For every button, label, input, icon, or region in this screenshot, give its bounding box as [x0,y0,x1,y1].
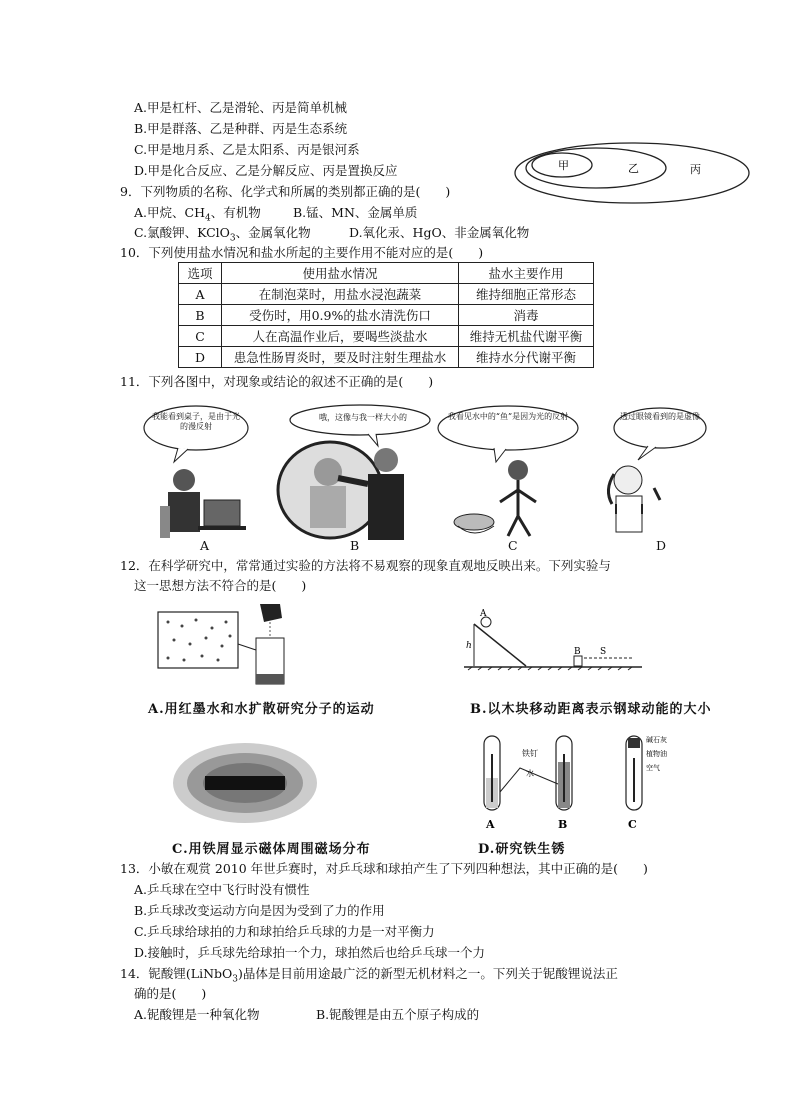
q9-option-a: A.甲烷、$CH_4$、有机物 [134,205,261,224]
q12-figure-diffusion [156,604,296,694]
q13-stem: 13．小敏在观赏 2010 年世乒赛时，对乒乓球和球拍产生了下列四种想法，其中正确的是( ) [120,861,648,876]
q14-stem-line2: 确的是( ) [134,986,207,1001]
q11-cartoon-a [140,400,270,550]
tube-label-a: A [486,818,495,831]
q8-option-c: C.甲是地月系、乙是太阳系、丙是银河系 [134,142,360,157]
ramp-label-h: h [466,641,472,651]
header-cell: 使用盐水情况 [222,263,459,284]
table-cell: 维持水分代谢平衡 [459,347,594,368]
q13-option-a: A.乒乓球在空中飞行时没有惯性 [134,882,310,897]
q14-option-a: A.铌酸锂是一种氧化物 [134,1007,260,1022]
q12-stem-line1: 12．在科学研究中，常常通过实验的方法将不易观察的现象直观地反映出来。下列实验与 [120,558,611,573]
tube-label-b: B [558,818,568,831]
ramp-label-s: S [600,647,607,657]
label-bing: 丙 [690,163,701,176]
header-cell: 选项 [179,263,222,284]
bubble-a-text: 我能看到桌子，是由于光的漫反射 [152,412,240,431]
label-air: 空气 [646,764,660,772]
q12-stem-line2: 这一思想方法不符合的是( ) [134,578,307,593]
q8-option-d: D.甲是化合反应、乙是分解反应、丙是置换反应 [134,163,398,178]
q14-stem-line1: 14．铌酸锂(LiNbO$_3$)晶体是目前用途最广泛的新型无机材料之一。下列关于铌酸锂说法正 [120,966,618,985]
q12-figure-ramp [464,609,644,682]
table-cell: 在制泡菜时，用盐水浸泡蔬菜 [222,284,459,305]
table-cell: 维持细胞正常形态 [459,284,594,305]
q10-stem: 10．下列使用盐水情况和盐水所起的主要作用不能对应的是( ) [120,245,484,260]
q9-option-b: B.锰、MN、金属单质 [293,205,418,220]
table-cell: 人在高温作业后，要喝些淡盐水 [222,326,459,347]
label-soda-lime: 碱石灰 [646,736,667,744]
q12-caption-b: B.以木块移动距离表示钢球动能的大小 [470,702,712,717]
q8-nested-ellipses-diagram [512,140,752,206]
q11-label-d: D [656,538,667,553]
bubble-b-text: 哦，这像与我一样大小的 [319,413,407,422]
tube-label-c: C [628,818,637,831]
q13-option-d: D.接触时，乒乓球先给球拍一个力，球拍然后也给乒乓球一个力 [134,945,486,960]
table-cell: C [179,326,222,347]
q8-option-b: B.甲是群落、乙是种群、丙是生态系统 [134,121,348,136]
table-row [179,326,594,347]
q14-option-b: B.铌酸锂是由五个原子构成的 [316,1007,480,1022]
q10-table [178,262,594,368]
label-yi: 乙 [628,162,639,175]
q9-stem: 9．下列物质的名称、化学式和所属的类别都正确的是( ) [120,184,451,199]
label-iron-nail: 铁钉 [522,749,538,758]
table-cell: D [179,347,222,368]
table-cell: 受伤时，用0.9%的盐水清洗伤口 [222,305,459,326]
table-row [179,305,594,326]
q11-cartoon-d [598,404,708,550]
table-cell: 维持无机盐代谢平衡 [459,326,594,347]
q8-option-a: A.甲是杠杆、乙是滑轮、丙是简单机械 [134,100,348,115]
q11-cartoon-c [434,400,594,550]
table-header-row [179,263,594,284]
q11-stem: 11．下列各图中，对现象或结论的叙述不正确的是( ) [120,374,434,389]
table-cell: B [179,305,222,326]
table-row [179,347,594,368]
label-plant-oil: 植物油 [646,750,667,758]
q12-figure-magnet-iron-filings [170,738,320,828]
q12-caption-d: D.研究铁生锈 [478,842,566,857]
label-jia: 甲 [558,159,569,172]
q12-caption-a: A.用红墨水和水扩散研究分子的运动 [148,702,375,717]
q11-cartoon-b [268,400,428,550]
bubble-d-text: 透过眼镜看到的是虚像 [620,412,700,421]
label-water: 水 [526,769,534,778]
q13-option-c: C.乒乓球给球拍的力和球拍给乒乓球的力是一对平衡力 [134,924,435,939]
ramp-label-a: A [480,609,487,619]
table-cell: 患急性肠胃炎时，要及时注射生理盐水 [222,347,459,368]
table-row [179,284,594,305]
q9-option-c: C.氯酸钾、KClO$_3$、金属氧化物 [134,225,311,244]
table-cell: A [179,284,222,305]
q11-label-a: A [200,538,210,553]
header-cell: 盐水主要作用 [459,263,594,284]
q11-label-b: B [350,538,360,553]
table-cell: 消毒 [459,305,594,326]
bubble-c-text: 我看见水中的“鱼”是因为光的反射 [447,412,569,421]
q13-option-b: B.乒乓球改变运动方向是因为受到了力的作用 [134,903,385,918]
q9-option-d: D.氧化汞、HgO、非金属氧化物 [349,225,530,240]
q12-caption-c: C.用铁屑显示磁体周围磁场分布 [172,842,371,857]
q12-figure-rust-test-tubes [476,728,676,832]
ramp-label-b: B [574,647,581,657]
q11-label-c: C [508,538,518,553]
